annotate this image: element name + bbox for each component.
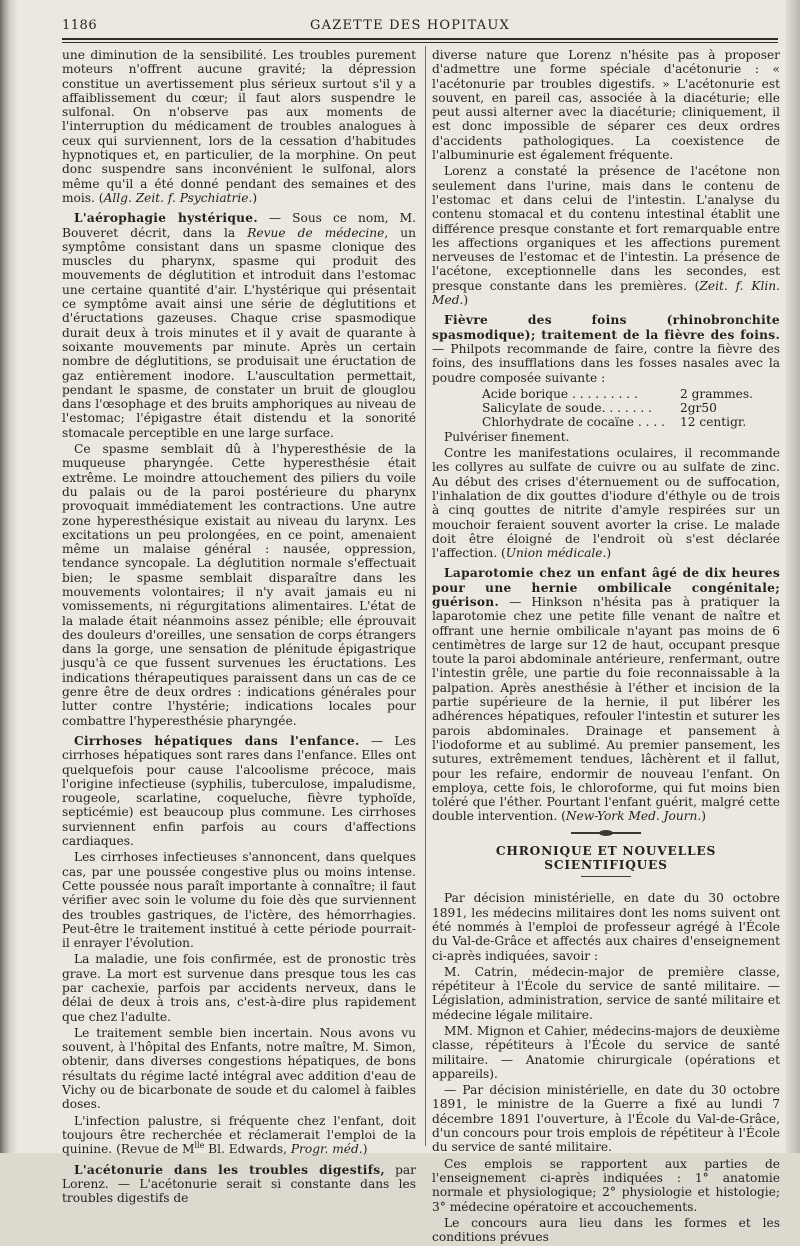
formula-row [432,415,780,429]
paragraph [62,1114,416,1157]
formula-ingredient: Salicylate de soude. . . . . . . [482,401,652,416]
paragraph-text: Lorenz a constaté la présence de l'acétone non seulement dans l'urine, mais dans le contenu de l'estomac et dans celui de l'intestin. L'analyse du contenu stomacal et du contenu intestinal établit une différence presque constante et fort remarquable entre les affections organiques et les affections purement nerveuses de l'estomac et de l'intestin. La présence de l'acétone, exceptionnelle dans les secondes, est presque constante dans les premières. ( [432,164,780,293]
paragraph-text: , un symptôme consistant dans un spasme clonique des muscles du pharynx, spasme qui produit des mouvements de déglutition et introduit dans l'estomac une certaine quantité d'air. L'hystérique qui présentait ce symptôme avait ainsi une série de déglutitions et d'éructations gazeuses. Chaque crise spasmodique durait deux à trois minutes et il y avait de quarante à soixante mouvements par minute. Après un certain nombre de déglutitions, se produisait une éructation de gaz entièrement inodore. L'auscultation permettait, pendant le spasme, de constater un bruit de glouglou dans l'œsophage et des bruits amphoriques au niveau de l'estomac; l'épigastre était distendu et la sonorité stomacale perceptible en une large surface. [62,225,416,440]
paragraph: Ces emplois se rapportent aux parties de l'enseignement ci-après indiquées : 1° anatomie normale et physiologique; 2° physiologie et histologie; 3° médecine opératoire et accouchements. [432,1156,780,1214]
formula-dose: 2gr50 [680,401,717,416]
running-title: GAZETTE DES HOPITAUX [310,18,510,33]
column-divider [425,46,426,1146]
article-heading: Laparotomie chez un enfant âgé de dix heures pour une hernie ombilicale congénitale; guérison. [432,566,780,609]
article-heading: Cirrhoses hépatiques dans l'enfance. [74,733,360,748]
paragraph-text: Contre les manifestations oculaires, il recommande les collyres au sulfate de cuivre ou au sulfate de zinc. Au début des crises d'éternuement ou de suffocation, l'inhalation de dix gouttes d'iodure d'éthyle ou de trois à cinq gouttes de nitrite d'amyle respirées sur un mouchoir feraient souvent avorter la crise. Le malade doit être éloigné de l'endroit où s'est déclarée l'affection. ( [432,446,780,561]
paragraph: Par décision ministérielle, en date du 30 octobre 1891, les médecins militaires dont les noms suivent ont été nommés à l'emploi de professeur agrégé à l'École du Val-de-Grâce et affectés aux chaires d'enseignement ci-après indiquées, savoir : [432,891,780,963]
article-aerophagie [62,211,416,440]
citation-close: ) [606,546,612,561]
formula-dose: 2 grammes. [680,386,753,401]
header-rule-thin [62,42,778,43]
paragraph: Ce spasme semblait dû à l'hyperesthésie de la muqueuse pharyngée. Cette hyperesthésie était extrême. Le moindre attouchement des piliers du voile du palais ou de la paroi postérieure du pharynx provoquait immédiatement les contractions. Une autre zone hyperesthésique existait au niveau du larynx. Les excitations un peu prolongées, en ce point, amenaient même un malaise général : nausée, oppression, tendance syncopale. La déglutition normale s'effectuait bien; le spasme semblait disparaître dans les mouvements volontaires; il n'y avait jamais eu ni vomissements, ni régurgitations alimentaires. L'état de la malade était néanmoins assez pénible; elle éprouvait des douleurs d'oreilles, une sensation de corps étrangers dans la gorge, une sensation de plénitude épigastrique jusqu'à ce que fussent survenues les éructations. Les indications thérapeutiques paraissent dans un cas de ce genre être de deux ordres : indications générales pour lutter contre l'hystérie; indications locales pour combattre l'hyperesthésie pharyngée. [62,442,416,728]
citation: Revue de médecine [247,225,385,240]
paragraph-text: — Les cirrhoses hépatiques sont rares dans l'enfance. Elles ont quelquefois pour cause l'alcoolisme précoce, mais l'origine infectieuse (syphilis, tuberculose, impaludisme, rougeole, scarlatine, coqueluche, fièvre typhoïde, septicémie) est beaucoup plus commune. Les cirrhoses surviennent enfin parfois au cours d'affections cardiaques. [62,733,416,849]
superscript: lle [194,1141,205,1151]
chronique-heading: CHRONIQUE ET NOUVELLES SCIENTIFIQUES [495,843,717,873]
paragraph-text: une diminution de la sensibilité. Les troubles purement moteurs n'offrent aucune gravité; la dépression constitue un avertissement plus sérieux surtout s'il y a affaiblissement du cœur; il faut alors suspendre le sulfonal. On n'observe pas aux moments de l'interruption du médicament de troubles analogues à ceux qui surviennent, lors de la cessation d'habitudes hypnotiques et, en particulier, de la morphine. On peut donc suspendre sans inconvénient le sulfonal, alors même qu'il a été donné pendant des semaines et des mois. ( [62,48,416,205]
section-ornament [571,832,641,834]
paragraph: La maladie, une fois confirmée, est de pronostic très grave. La mort est survenue dans presque tous les cas par cachexie, parfois par accidents nerveux, dans le délai de deux à trois ans, c'est-à-dire plus rapidement que chez l'adulte. [62,952,416,1024]
citation: Progr. méd. [290,1142,363,1157]
article-heading: Fièvre des foins (rhinobronchite spasmodique); traitement de la fièvre des foins. [432,313,780,342]
paragraph-text: — Hinkson n'hésita pas à pratiquer la laparotomie chez une petite fille venant de naître et offrant une hernie ombilicale n'ayant pas moins de 6 centimètres de large sur 12 de haut, occupant presque toute la paroi abdominale antérieure, renfermant, outre l'intestin grêle, une partie du foie reconnaissable à la palpation. Après anesthésie à l'éther et incision de la partie supérieure de la hernie, il put libérer les adhérences hépatiques, refouler l'intestin et suturer les parois abdominales. Drainage et pansement à l'iodoforme et au sublimé. Au premier pansement, les sutures, extrêmement tendues, lâchèrent et il fallut, pour les refaire, endormir de nouveau l'enfant. On employa, cette fois, le chloroforme, qui fut moins bien toléré que l'éther. Pourtant l'enfant guérit, malgré cette double intervention. ( [432,594,780,824]
paragraph: Le traitement semble bien incertain. Nous avons vu souvent, à l'hôpital des Enfants, notre maître, M. Simon, obtenir, dans diverses congestions hépatiques, de bons résultats du régime lacté intégral avec addition d'eau de Vichy ou de bicarbonate de soude et du calomel à faibles doses. [62,1025,416,1112]
paragraph: MM. Mignon et Cahier, médecins-majors de deuxième classe, répétiteurs à l'École du service de santé militaire. — Anatomie chirurgicale (opérations et appareils). [432,1024,780,1081]
citation-close: ) [463,293,469,308]
binding-edge [0,0,18,1153]
paragraph-text: — Sous ce nom, M. Bouveret décrit, dans la [62,211,417,240]
heading-underline [581,876,631,877]
page-edge [786,0,800,1153]
right-column [432,48,780,1246]
paragraph: Les cirrhoses infectieuses s'annoncent, dans quelques cas, par une poussée congestive plus ou moins intense. Cette poussée nous paraît importante à connaître; il faut vérifier avec soin le volume du foie dès que surviennent des troubles gastriques, de l'ictère, des hémorrhagies. Peut-être le traitement institué à cette période pourrait-il enrayer l'évolution. [62,850,416,951]
citation: New-York Med. Journ. [565,809,702,824]
paragraph-text: par Lorenz. — L'acétonurie serait si constante dans les troubles digestifs de [62,1162,416,1206]
prescription-formula [432,387,780,430]
formula-dose: 12 centigr. [680,415,747,430]
formula-ingredient: Chlorhydrate de cocaïne . . . . [482,415,665,430]
formula-row [432,401,780,415]
formula-ingredient: Acide borique . . . . . . . . . [482,386,638,401]
paragraph-sulfonal [62,48,416,205]
paragraph: Le concours aura lieu dans les formes et les conditions prévues [432,1215,780,1245]
paragraph-text: Bl. Edwards, [204,1142,291,1157]
citation-close: ) [701,809,707,824]
paragraph: diverse nature que Lorenz n'hésite pas à proposer d'admettre une forme spéciale d'acétonurie : « l'acétonurie par troubles digestifs. » L'acétonurie est souvent, en pareil cas, associée à la diacéturie; elle peut aussi alterner avec la diacéturie; cliniquement, il est donc impossible de séparer ces deux ordres d'accidents pathologiques. La coexistence de l'albuminurie est également fréquente. [432,48,780,163]
citation: Zeit. f. Klin. Med. [432,278,780,308]
citation: Union médicale. [505,546,607,561]
paragraph: Pulvériser finement. [444,429,570,444]
left-column [62,48,416,1207]
article-heading: L'aérophagie hystérique. [74,211,258,226]
paragraph-text: — Philpots recommande de faire, contre la fièvre des foins, des insufflations dans les fosses nasales avec la poudre composée suivante : [432,341,780,385]
article-acetonurie [62,1163,416,1206]
paragraph-text: L'infection palustre, si fréquente chez l'enfant, doit toujours être recherchée et réclamerait l'emploi de la quinine. (Revue de M [62,1113,416,1157]
article-fievre-des-foins [432,313,780,384]
article-laparotomie [432,566,780,823]
article-cirrhoses [62,734,416,848]
citation-close: ) [252,190,258,205]
formula-row [432,387,780,401]
paragraph [432,446,780,560]
paragraph [432,164,780,307]
header-rule-thick [62,38,778,40]
citation: Allg. Zeit. f. Psychiatrie. [103,190,253,205]
paragraph: — Par décision ministérielle, en date du 30 octobre 1891, le ministre de la Guerre a fixé au lundi 7 décembre 1891 l'ouverture, à l'École du Val-de-Grâce, d'un concours pour trois emplois de répétiteur à l'École du service de santé militaire. [432,1083,780,1155]
article-heading: L'acétonurie dans les troubles digestifs, [74,1162,385,1177]
page-number: 1186 [62,18,98,33]
citation-close: ) [362,1142,368,1157]
paragraph: M. Catrin, médecin-major de première classe, répétiteur à l'École du service de santé militaire. — Législation, administration, service de santé militaire et médecine légale militaire. [432,964,780,1022]
